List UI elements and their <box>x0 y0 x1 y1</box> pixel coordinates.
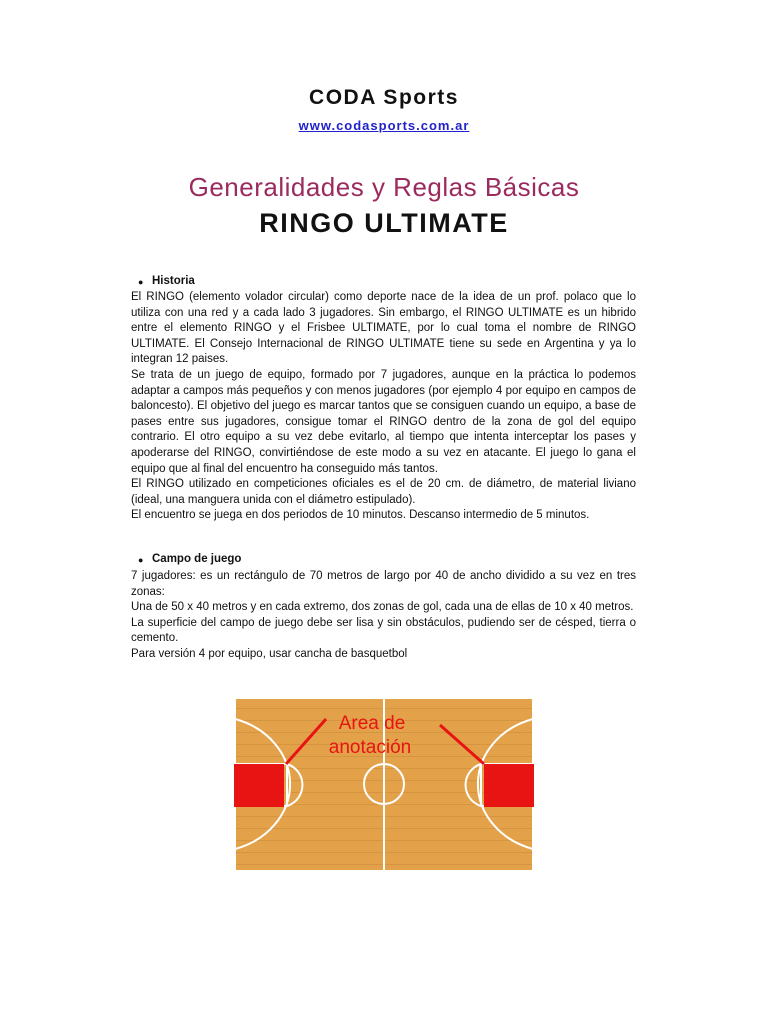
section-body-historia <box>131 290 636 524</box>
paragraph: Para versión 4 por equipo, usar cancha de basquetbol <box>131 647 408 660</box>
section-body-campo <box>131 569 636 663</box>
bullet-icon: ● <box>138 555 144 565</box>
paragraph: El RINGO utilizado en competiciones oficiales es el de 20 cm. de diámetro, de material liviano (ideal, una manguera unida con el diámetro estipulado). <box>131 478 636 506</box>
section-heading-historia: Historia <box>152 275 195 287</box>
website-link[interactable]: www.codasports.com.ar <box>298 118 470 133</box>
paragraph: 7 jugadores: es un rectángulo de 70 metros de largo por 40 de ancho dividido a su vez en tres zonas: <box>131 570 636 598</box>
scoring-zone-left <box>234 764 284 807</box>
paragraph: El encuentro se juega en dos periodos de 10 minutos. Descanso intermedio de 5 minutos. <box>131 509 590 522</box>
paragraph: Se trata de un juego de equipo, formado por 7 jugadores, aunque en la práctica lo podemos adaptar a campos más pequeños y con menos jugadores (por ejemplo 4 por equipo en campos de baloncesto). El objetivo del juego es marcar tantos que se consiguen cuando un equipo, a base de pases entre sus jugadores, consigue tomar el RINGO dentro de la zona de gol del equipo contrario. El otro equipo a su vez debe evitarlo, al tiempo que intenta interceptar los pases y apoderarse del RINGO, convirtiéndose de este modo a su vez en atacante. El juego lo gana el equipo que al final del encuentro ha conseguido más tantos. <box>131 368 636 475</box>
zone-label-line1: Area de <box>338 713 406 734</box>
brand-name: CODA Sports <box>309 86 459 109</box>
zone-label-line2: anotación <box>328 737 412 758</box>
paragraph: La superficie del campo de juego debe ser lisa y sin obstáculos, pudiendo ser de césped, tierra o cemento. <box>131 616 636 645</box>
paragraph: Una de 50 x 40 metros y en cada extremo, dos zonas de gol, cada una de ellas de 10 x 40 metros. <box>131 601 634 614</box>
bullet-icon: ● <box>138 277 144 287</box>
page-subtitle: RINGO ULTIMATE <box>259 208 509 238</box>
basketball-court-figure <box>234 697 534 872</box>
section-heading-campo: Campo de juego <box>152 553 242 565</box>
paragraph: El RINGO (elemento volador circular) como deporte nace de la idea de un prof. polaco que lo utiliza con una red y a cada lado 3 jugadores. Sin embargo, el RINGO ULTIMATE es un hibrido entre el elemento RINGO y el Frisbee ULTIMATE, por lo cual toma el nombre de RINGO ULTIMATE. El Consejo Internacional de RINGO ULTIMATE tiene su sede en Argentina y ya lo integran 12 paises. <box>131 291 636 366</box>
scoring-zone-right <box>484 764 534 807</box>
page-title: Generalidades y Reglas Básicas <box>188 172 580 202</box>
